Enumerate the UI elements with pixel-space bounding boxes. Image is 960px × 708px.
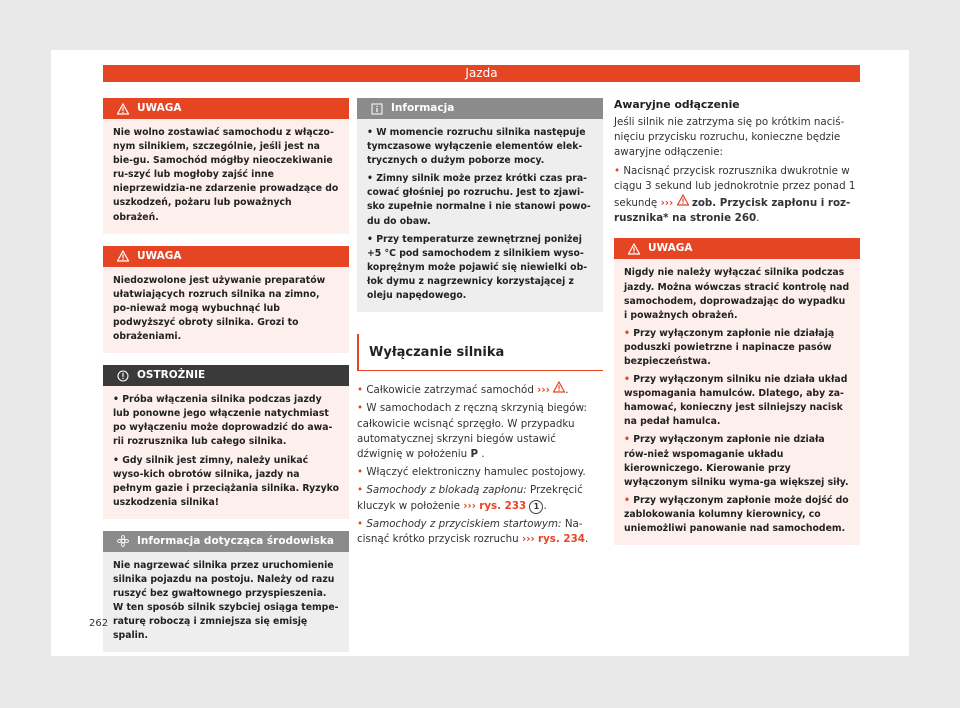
info-box: Informacja • W momencie rozruchu silnika następuje tymczasowe wyłączenie elementów elek-trycznych o dużym poborze mocy. • Zimny silnik może przez krótki czas pra-cować głośniej po rozruchu. Jest to zjawi-sko zupełnie normalne i nie stanowi powo-du do obaw. • Przy temperaturze zewnętrznej poniżej +5 °C pod samochodem z silnikiem wyso-koprężnym może pojawić się niewielki ob-łok dymu z nagrzewnicy korzystającej z oleju napędowego. <box>357 98 603 312</box>
info-icon <box>371 103 383 115</box>
info-title: Informacja <box>391 102 455 114</box>
info-bullet: Przy temperaturze zewnętrznej poniżej +5 °C pod samochodem z silnikiem wyso-koprężnym może pojawić się niewielki ob-łok dymu z nagrzewnicy korzystającej z oleju napędowego. <box>367 233 588 302</box>
column-1 <box>103 98 349 664</box>
warning-icon <box>677 194 689 206</box>
warning-icon <box>628 243 640 255</box>
step-text: Przekręcić kluczyk w położenie <box>357 484 583 512</box>
column-3 <box>614 98 860 557</box>
environment-title: Informacja dotycząca środowiska <box>137 534 334 547</box>
warning-bullet: Przy wyłączonym zapłonie nie działają poduszki powietrzne i napinacze pasów bezpieczeństwa. <box>624 327 835 367</box>
gear-position: P <box>470 447 478 460</box>
chapter-header: Jazda <box>103 65 860 82</box>
step-text: Nacisnąć przycisk rozrusznika dwukrotnie w ciągu 3 sekund lub jednokrotnie przez ponad 1 sekundę <box>614 164 856 210</box>
warning-icon <box>553 381 565 393</box>
environment-box <box>103 531 349 653</box>
section-body: • Całkowicie zatrzymać samochód ››› . • W samochodach z ręczną skrzynią biegów: całkowicie wcisnąć sprzęgło. W przypadku automatycznej skrzyni biegów ustawić dźwignię w położeniu P . • Włączyć elektroniczny hamulec postojowy. • Samochody z blokadą zapłonu: Przekręcić kluczyk w położenie ››› rys. 233 1 . • Samochody z przyciskiem startowym: Na-cisnąć krótko przycisk rozruchu ››› rys. 234. <box>357 381 603 547</box>
page-number: 262 <box>89 618 109 629</box>
step-label: Samochody z przyciskiem startowym: <box>366 517 562 530</box>
step-label: Samochody z blokadą zapłonu: <box>366 484 527 497</box>
caution-bullet: Próba włączenia silnika podczas jazdy lub ponowne jego włączenie natychmiast po wyłączeniu może doprowadzić do awa-rii rozrusznika lub całego silnika. <box>113 394 333 448</box>
subsection-title: Awaryjne odłączenie <box>614 98 740 111</box>
warning-box <box>103 246 349 353</box>
page-reference-link[interactable]: zob. Przycisk zapłonu i roz-rusznika* na stronie 260 <box>614 197 851 225</box>
warning-bullet: Przy wyłączonym silniku nie działa układ wspomagania hamulców. Dlatego, aby za-hamować, konieczny jest silniejszy nacisk na pedał hamulca. <box>624 374 848 428</box>
warning-text: Nie wolno zostawiać samochodu z włączo-nym silnikiem, szczególnie, jeśli jest na bie-gu. Samochód mógłby nieoczekiwanie ru-szyć lub mogłoby zajść inne nieprzewidzia-ne zdarzenie prowadzące do uszkodzeń, pożaru lub poważnych obrażeń. <box>113 127 339 223</box>
step-text: Na-cisnąć krótko przycisk rozruchu <box>357 517 583 545</box>
environment-text: Nie nagrzewać silnika przez uruchomienie silnika pojazdu na postoju. Należy od razu ruszyć bez gwałtownego przyspieszenia. W ten sposób silnik szybciej osiąga tempe-raturę roboczą i zmniejsza się emisję spalin. <box>113 559 339 642</box>
subsection-body: Jeśli silnik nie zatrzyma się po krótkim naciś-nięciu przycisku rozruchu, konieczne będzie awaryjne odłączenie: • Nacisnąć przycisk rozrusznika dwukrotnie w ciągu 3 sekund lub jednokrotnie przez ponad 1 sekundę ››› zob. Przycisk zapłonu i roz-rusznika* na stronie 260. <box>614 115 860 226</box>
warning-text: Niedozwolone jest używanie preparatów ułatwiających rozruch silnika na zimno, po-nieważ mogą wybuchnąć lub podwyższyć obroty silnika. Grozi to obrażeniami. <box>113 274 326 343</box>
warning-icon <box>117 103 129 115</box>
info-bullet: Zimny silnik może przez krótki czas pra-cować głośniej po rozruchu. Jest to zjawi-sko zupełnie normalne i nie stanowi powo-du do obaw. <box>367 173 591 227</box>
figure-link[interactable]: rys. 233 <box>479 499 527 512</box>
column-2 <box>357 98 603 550</box>
figure-link[interactable]: rys. 234 <box>538 532 585 545</box>
info-bullet: W momencie rozruchu silnika następuje tymczasowe wyłączenie elementów elek-trycznych o dużym poborze mocy. <box>367 127 586 167</box>
caution-title: OSTROŻNIE <box>137 369 206 382</box>
caution-bullet: Gdy silnik jest zimny, należy unikać wyso-kich obrotów silnika, jazdy na pełnym gazie i przeciążania silnika. Ryzyko uszkodzenia silnika! <box>113 454 339 508</box>
caution-icon <box>117 370 129 382</box>
intro-text: Jeśli silnik nie zatrzyma się po krótkim naciś-nięciu przycisku rozruchu, konieczne będzie awaryjne odłączenie: <box>614 116 845 159</box>
warning-title: UWAGA <box>137 249 182 262</box>
warning-text: Nigdy nie należy wyłączać silnika podczas jazdy. Można wówczas stracić kontrolę nad samochodem, doprowadzając do wypadku i poważnych obrażeń. <box>624 267 850 321</box>
warning-bullet: Przy wyłączonym zapłonie nie działa rów-nież wspomaganie układu kierowniczego. Kierowanie przy wyłączonym silniku wyma-ga większej siły. <box>624 434 849 488</box>
warning-box <box>103 98 349 234</box>
environment-icon <box>117 535 129 547</box>
warning-bullet: Przy wyłączonym zapłonie może dojść do zablokowania kolumny kierownicy, co uniemożliwi panowanie nad samochodem. <box>624 494 849 535</box>
warning-title: UWAGA <box>648 242 693 255</box>
warning-box: UWAGA Nigdy nie należy wyłączać silnika podczas jazdy. Można wówczas stracić kontrolę nad samochodem, doprowadzając do wypadku i poważnych obrażeń. • Przy wyłączonym zapłonie nie działają poduszki powietrzne i napinacze pasów bezpieczeństwa. • Przy wyłączonym silniku nie działa układ wspomagania hamulców. Dlatego, aby za-hamować, konieczny jest silniejszy nacisk na pedał hamulca. • Przy wyłączonym zapłonie nie działa rów-nież wspomaganie układu kierowniczego. Kierowanie przy wyłączonym silniku wyma-ga większej siły. • Przy wyłączonym zapłonie może dojść do zablokowania kolumny kierownicy, co uniemożliwi panowanie nad samochodem. <box>614 238 860 545</box>
callout-number: 1 <box>529 500 543 514</box>
warning-title: UWAGA <box>137 102 182 114</box>
step-text: W samochodach z ręczną skrzynią biegów: całkowicie wcisnąć sprzęgło. W przypadku automatycznej skrzyni biegów ustawić dźwignię w położeniu <box>357 402 587 460</box>
step-text: Włączyć elektroniczny hamulec postojowy. <box>366 466 586 479</box>
step-text: Całkowicie zatrzymać samochód <box>366 384 534 397</box>
caution-box: OSTROŻNIE • Próba włączenia silnika podczas jazdy lub ponowne jego włączenie natychmiast po wyłączeniu może doprowadzić do awa-rii rozrusznika lub całego silnika. • Gdy silnik jest zimny, należy unikać wyso-kich obrotów silnika, jazdy na pełnym gazie i przeciążania silnika. Ryzyko uszkodzenia silnika! <box>103 365 349 519</box>
warning-icon <box>117 250 129 262</box>
section-title: Wyłączanie silnika <box>357 334 603 371</box>
